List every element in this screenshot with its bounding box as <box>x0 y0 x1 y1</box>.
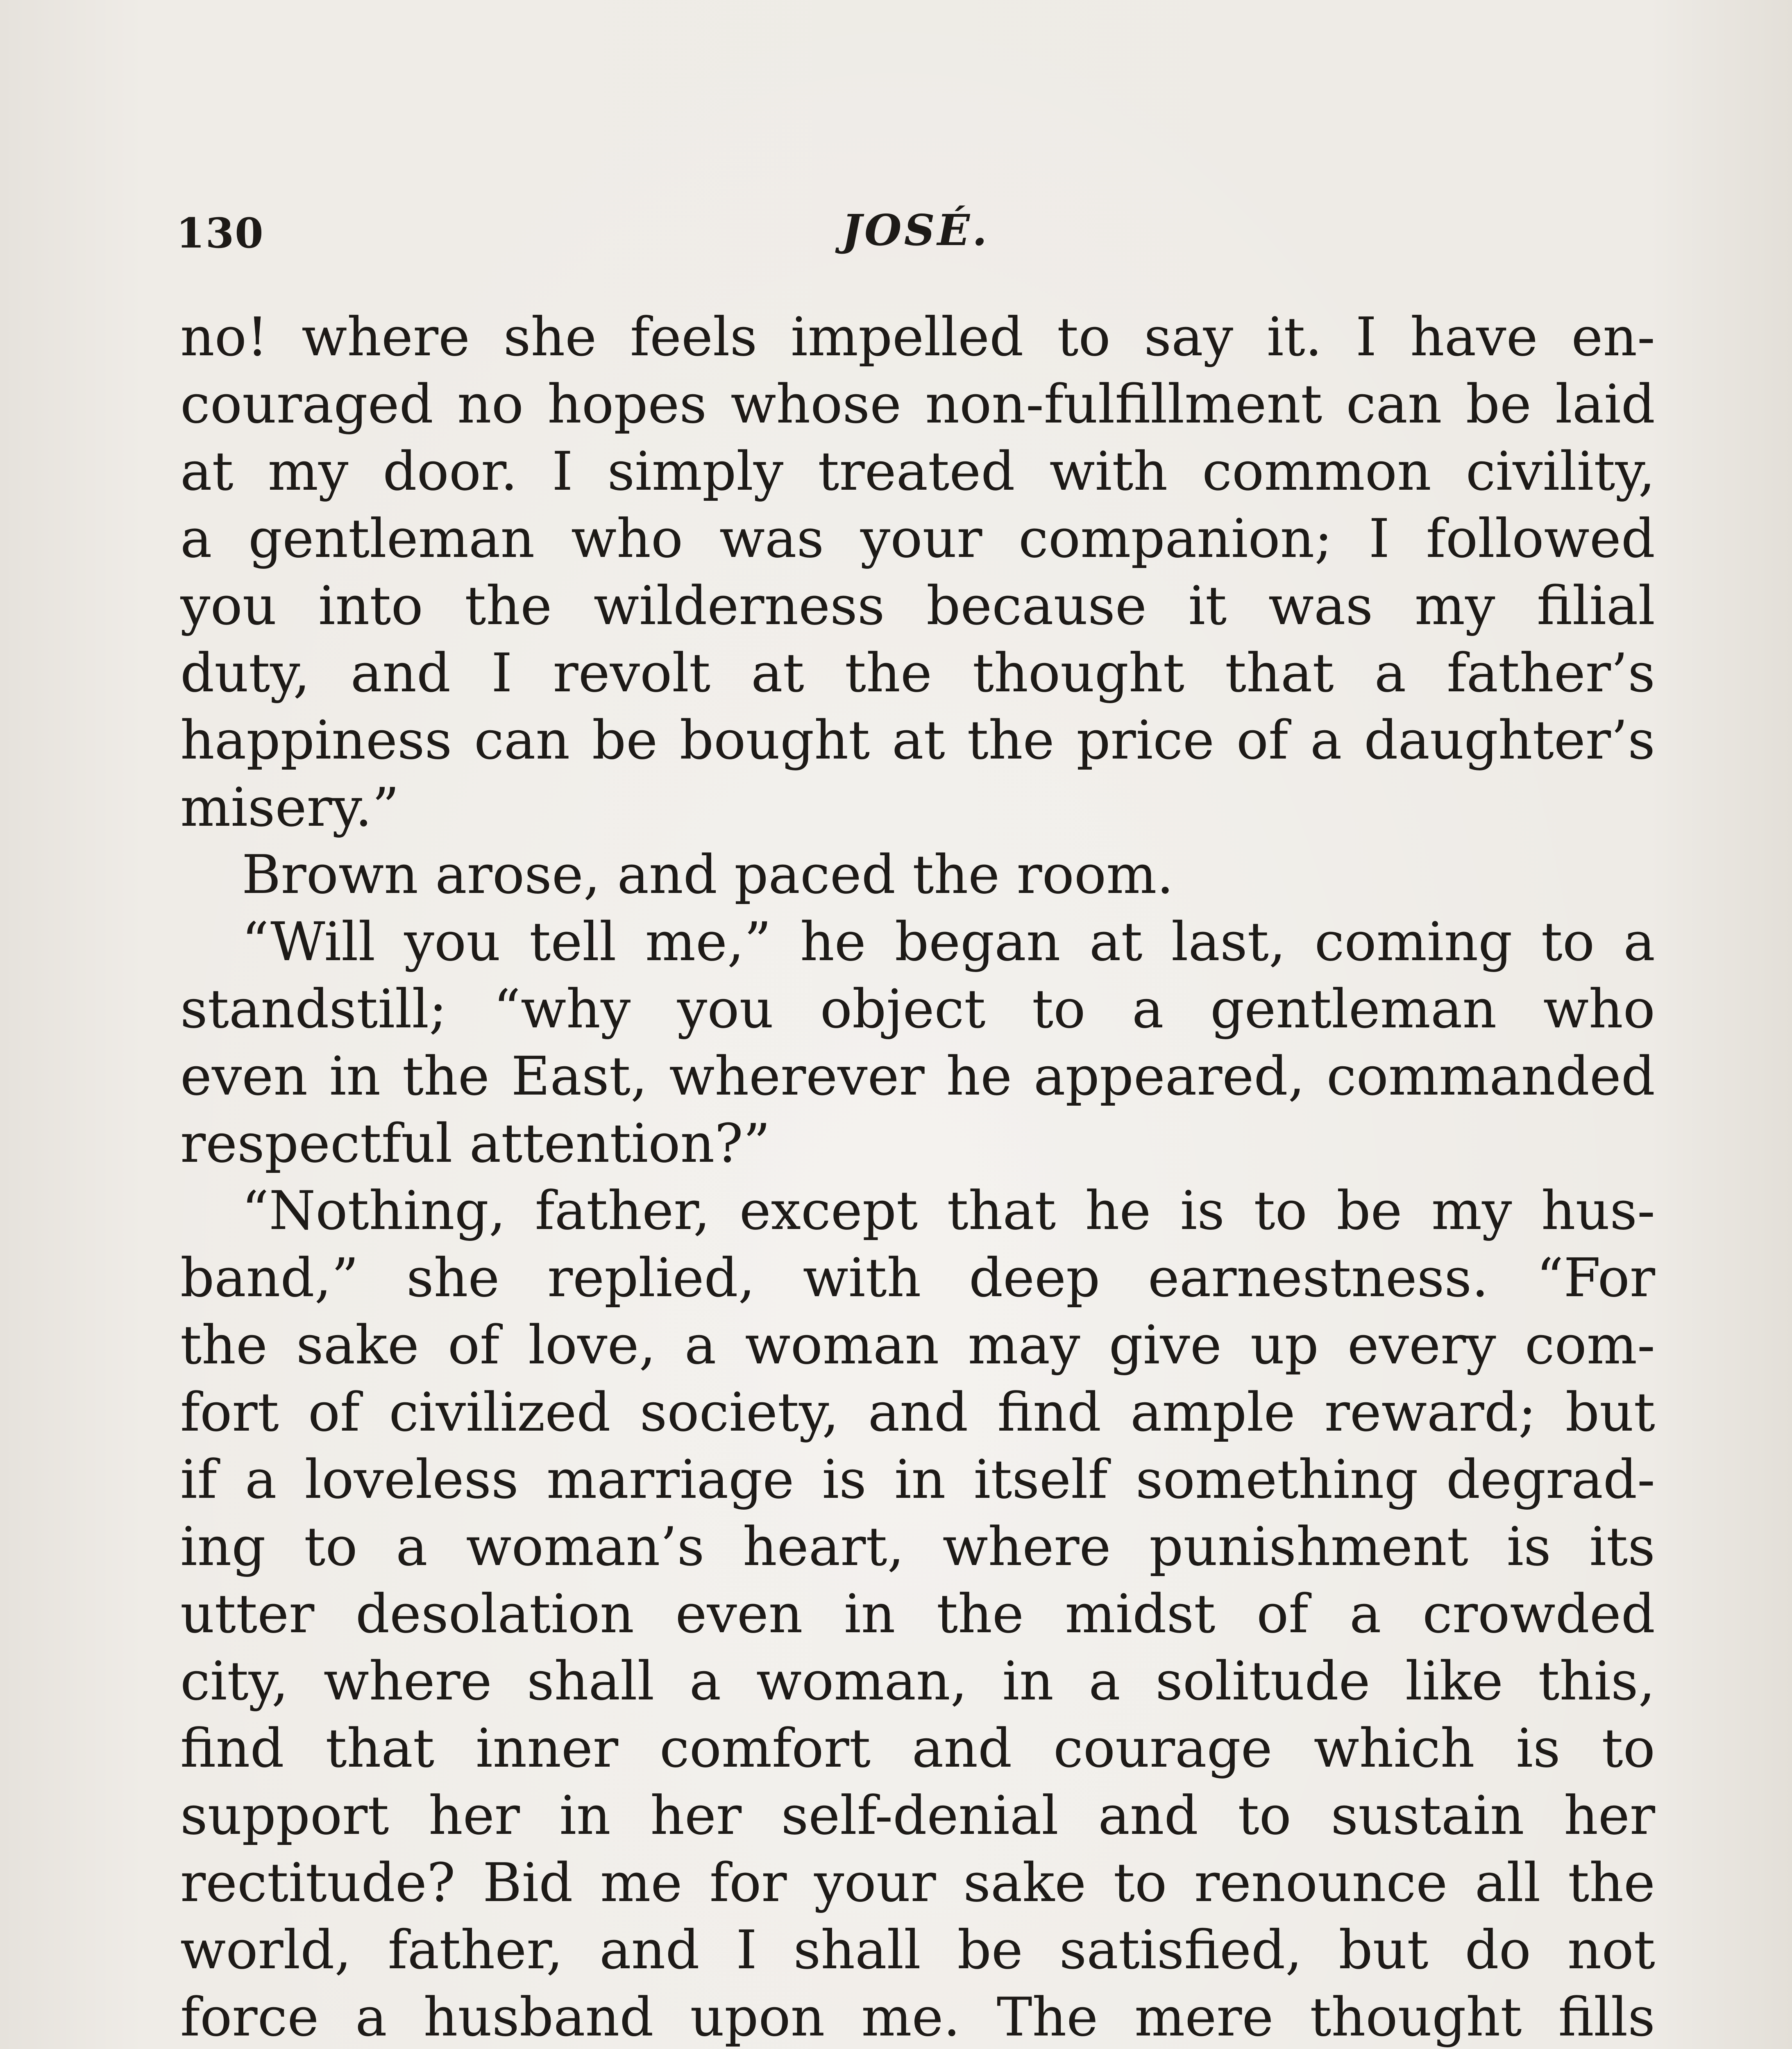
running-title: JOSÉ. <box>842 205 990 255</box>
text-line: support her in her self-denial and to sustain her <box>180 1784 1655 1847</box>
text-line: “Will you tell me,” he began at last, coming to a <box>242 911 1655 973</box>
text-line: couraged no hopes whose non-fulfillment can be laid <box>180 373 1655 435</box>
text-line: “Nothing, father, except that he is to be my hus- <box>242 1179 1655 1242</box>
text-line: no! where she feels impelled to say it. I have en- <box>180 306 1655 368</box>
text-line: fort of civilized society, and find ample reward; but <box>180 1381 1655 1443</box>
text-line: find that inner comfort and courage which is to <box>180 1717 1655 1779</box>
page-number: 130 <box>176 209 264 257</box>
text-line: misery.” <box>180 776 399 838</box>
text-line: world, father, and I shall be satisfied, but do not <box>180 1919 1655 1981</box>
text-line: at my door. I simply treated with common civility, <box>180 440 1655 502</box>
text-line: band,” she replied, with deep earnestness. “For <box>180 1247 1655 1309</box>
text-line: rectitude? Bid me for your sake to renounce all the <box>180 1851 1655 1914</box>
text-line: ing to a woman’s heart, where punishment is its <box>180 1515 1655 1578</box>
text-line: you into the wilderness because it was my filial <box>180 575 1655 637</box>
text-line: respectful attention?” <box>180 1112 771 1174</box>
text-line: Brown arose, and paced the room. <box>242 843 1174 906</box>
text-line: force a husband upon me. The mere thought fills <box>180 1986 1655 2048</box>
text-line: happiness can be bought at the price of a daughter’s <box>180 709 1655 771</box>
body-text <box>180 303 1655 2049</box>
text-line: duty, and I revolt at the thought that a father’s <box>180 642 1655 704</box>
text-line: utter desolation even in the midst of a crowded <box>180 1583 1655 1645</box>
text-line: if a loveless marriage is in itself something degrad- <box>180 1448 1655 1511</box>
running-head <box>172 201 1659 266</box>
text-line: a gentleman who was your companion; I followed <box>180 507 1655 570</box>
text-line: even in the East, wherever he appeared, commanded <box>180 1045 1655 1107</box>
text-line: city, where shall a woman, in a solitude like this, <box>180 1650 1655 1712</box>
text-line: standstill; “why you object to a gentleman who <box>180 978 1655 1040</box>
text-line: the sake of love, a woman may give up every com- <box>180 1314 1655 1376</box>
